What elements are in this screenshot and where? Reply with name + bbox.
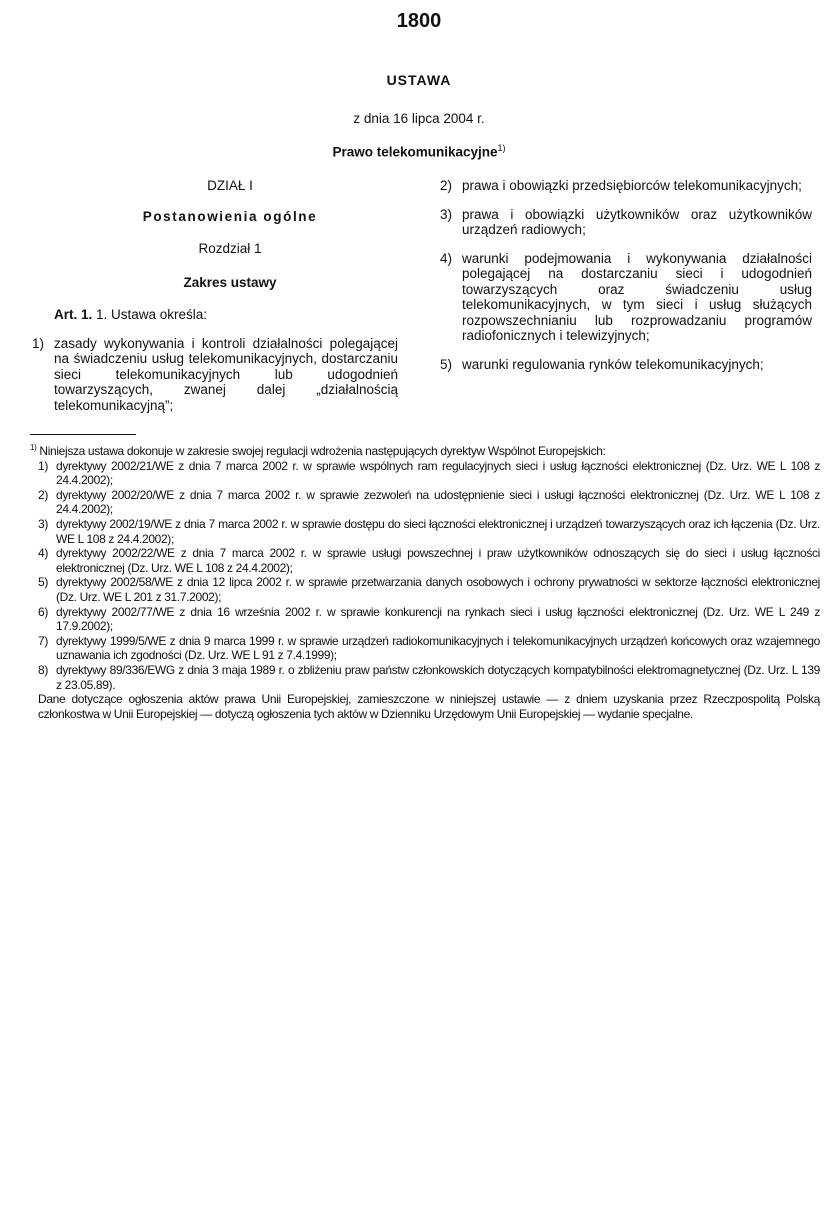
item-text: prawa i obowiązki przedsiębiorców telekomunikacyjnych; — [462, 178, 802, 193]
footnote-item — [30, 575, 820, 604]
item-number: 1) — [32, 335, 45, 351]
division-heading: DZIAŁ I — [207, 178, 253, 193]
act-date: z dnia 16 lipca 2004 r. — [353, 111, 485, 126]
item-text: prawa i obowiązki użytkowników oraz użytkowników urządzeń radiowych; — [462, 206, 812, 237]
item-number: 5) — [440, 356, 453, 372]
item-number: 2) — [440, 178, 453, 193]
item-number: 3) — [440, 206, 453, 222]
item-text: dyrektywy 2002/77/WE z dnia 16 września 2002 r. w sprawie konkurencji na rynkach sieci i usług łączności elektronicznej (Dz. Urz. WE L 249 z 17.9.2002); — [56, 604, 820, 634]
item-text: warunki podejmowania i wykonywania działalności polegającej na dostarczaniu sieci i udogodnień towarzyszących oraz świadczeniu usług telekomunikacyjnych, w tym sieci i usług służących rozpowszechnianiu lub rozprowadzaniu programów radiofonicznych i telewizyjnych; — [462, 250, 812, 343]
left-column — [32, 178, 398, 413]
footnote-intro-text: Niniejsza ustawa dokonuje w zakresie swojej regulacji wdrożenia następujących dyrektyw Wspólnot Europejskich: — [36, 444, 606, 458]
item-number: 7) — [38, 633, 48, 648]
item-text: dyrektywy 2002/22/WE z dnia 7 marca 2002 r. w sprawie usługi powszechnej i praw użytkowników odnoszących się do sieci i usług łączności elektronicznej (Dz. Urz. WE L 108 z 24.4.2002); — [56, 546, 820, 575]
list-item — [440, 207, 812, 238]
item-text: dyrektywy 2002/58/WE z dnia 12 lipca 2002 r. w sprawie przetwarzania danych osobowych i ochrony prywatności w sektorze łączności elektronicznej (Dz. Urz. WE L 201 z 31.7.2002); — [56, 575, 820, 604]
footnote-reference[interactable]: 1) — [497, 143, 506, 153]
item-number: 2) — [38, 487, 48, 502]
act-title — [0, 143, 838, 160]
page-number: 1800 — [396, 10, 442, 32]
list-item — [440, 357, 812, 373]
footnote-item — [30, 459, 820, 488]
item-number: 4) — [440, 250, 453, 266]
footnote-closing: Dane dotyczące ogłoszenia aktów prawa Unii Europejskiej, zamieszczone w niniejszej ustawie — z dniem uzyskania przez Rzeczpospolitą Polską członkostwa w Unii Europejskiej — dotyczą ogłoszenia tych aktów w Dzienniku Urzędowym Unii Europejskiej — wydanie specjalne. — [38, 692, 820, 721]
act-type-heading: USTAWA — [386, 72, 452, 88]
footnotes — [30, 441, 820, 721]
article-label: Art. 1. — [54, 307, 93, 322]
item-text: warunki regulowania rynków telekomunikacyjnych; — [462, 356, 764, 372]
footnote-item — [30, 634, 820, 663]
item-text: dyrektywy 2002/21/WE z dnia 7 marca 2002 r. w sprawie wspólnych ram regulacyjnych sieci i usług łączności elektronicznej (Dz. Urz. WE L 108 z 24.4.2002); — [56, 458, 820, 488]
list-item — [440, 251, 812, 344]
act-title-text: Prawo telekomunikacyjne — [332, 144, 498, 160]
item-text: dyrektywy 1999/5/WE z dnia 9 marca 1999 r. w sprawie urządzeń radiokomunikacyjnych i telekomunikacyjnych urządzeń końcowych oraz wzajemnego uznawania ich zgodności (Dz. Urz. WE L 91 z 7.4.1999); — [56, 633, 820, 663]
division-title: Postanowienia ogólne — [142, 208, 318, 224]
item-text: zasady wykonywania i kontroli działalności polegającej na świadczeniu usług telekomunikacyjnych, dostarczaniu sieci telekomunikacyjnych lub udogodnień towarzyszących, zwanej dalej „działalnością telekomunikacyjną”; — [54, 335, 398, 413]
chapter-heading: Rozdział 1 — [198, 241, 262, 256]
footnote-item — [30, 488, 820, 517]
item-text: dyrektywy 2002/20/WE z dnia 7 marca 2002 r. w sprawie zezwoleń na udostępnienie sieci i usługi łączności elektronicznej (Dz. Urz. WE L 108 z 24.4.2002); — [56, 487, 820, 517]
chapter-title: Zakres ustawy — [183, 274, 277, 290]
footnote-mark: 1) — [30, 443, 37, 452]
footnote-intro — [30, 441, 820, 459]
footnote-divider — [30, 434, 136, 435]
article-intro-text: 1. Ustawa określa: — [92, 307, 208, 322]
item-number: 3) — [38, 516, 48, 531]
item-text: dyrektywy 2002/19/WE z dnia 7 marca 2002 r. w sprawie dostępu do sieci łączności elektronicznej i urządzeń towarzyszących oraz ich łączenia (Dz. Urz. WE L 108 z 24.4.2002); — [56, 516, 820, 546]
right-column — [440, 178, 812, 372]
item-number: 1) — [38, 458, 48, 473]
item-number: 4) — [38, 546, 48, 561]
list-item — [440, 178, 812, 194]
item-number: 6) — [38, 604, 48, 619]
item-number: 5) — [38, 575, 48, 590]
footnote-item — [30, 663, 820, 692]
list-item — [32, 336, 398, 414]
item-text: dyrektywy 89/336/EWG z dnia 3 maja 1989 r. o zbliżeniu praw państw członkowskich dotyczących kompatybilności elektromagnetycznej (Dz. Urz. L 139 z 23.05.89). — [56, 662, 820, 692]
footnote-item — [30, 517, 820, 546]
item-number: 8) — [38, 662, 48, 677]
footnote-item — [30, 605, 820, 634]
footnote-item — [30, 546, 820, 575]
article-intro — [32, 307, 398, 323]
